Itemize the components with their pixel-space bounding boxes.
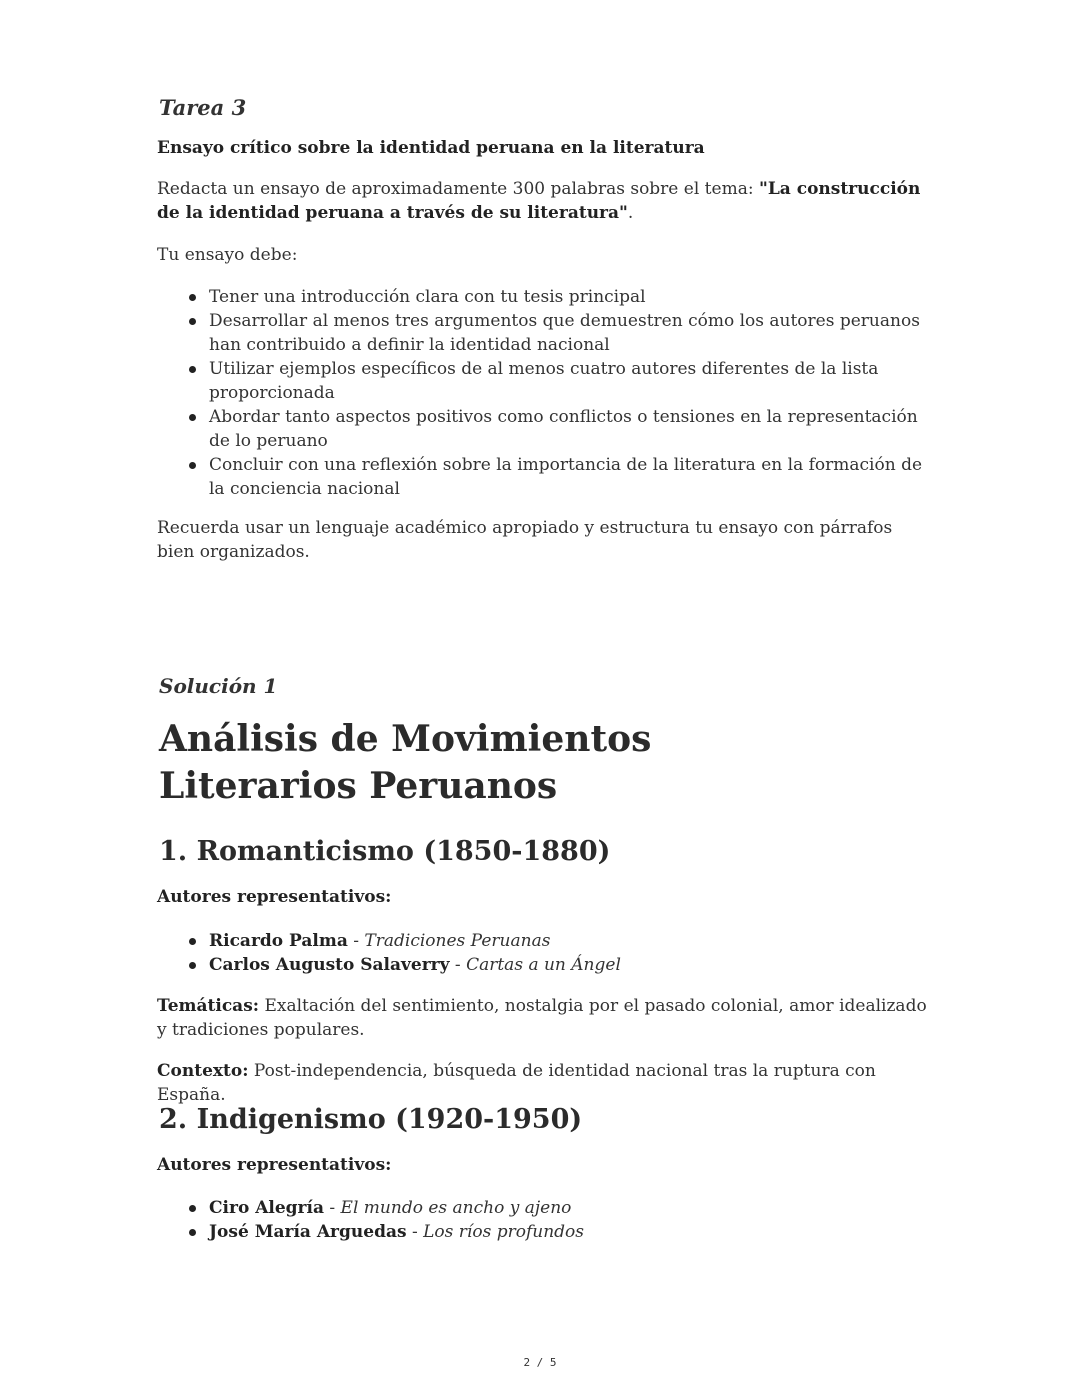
bullet-icon [189,1205,196,1212]
bullet-icon [189,414,196,421]
bullet-icon [189,938,196,945]
bullet-icon [189,1229,196,1236]
intro-text: Redacta un ensayo de aproximadamente 300 palabras sobre el tema: [157,179,759,199]
requirements-lead: Tu ensayo debe: [157,245,298,265]
task-label: Tarea 3 [159,95,247,120]
task-intro [157,177,927,225]
bullet-icon [189,318,196,325]
page-title: Análisis de Movimientos Literarios Peruanos [159,718,652,807]
list-item: Utilizar ejemplos específicos de al menos cuatro autores diferentes de la lista proporcionada [157,357,927,405]
list-item: Tener una introducción clara con tu tesis principal [157,285,927,309]
authors-list [157,929,927,977]
authors-list [157,1196,927,1244]
list-item: Abordar tanto aspectos positivos como conflictos o tensiones en la representación de lo peruano [157,405,927,453]
task-title: Ensayo crítico sobre la identidad peruana en la literatura [157,138,705,158]
section-heading-indigenismo: 2. Indigenismo (1920-1950) [159,1104,583,1135]
authors-label: Autores representativos: [157,887,392,907]
intro-end: . [627,203,634,223]
list-item: Carlos Augusto Salaverry - Cartas a un Ángel [157,953,927,977]
bullet-icon [189,366,196,373]
list-item: Concluir con una reflexión sobre la importancia de la literatura en la formación de la conciencia nacional [157,453,927,501]
section-heading-romanticismo: 1. Romanticismo (1850-1880) [159,836,611,867]
page-number: 2 / 5 [523,1356,557,1369]
bullet-icon [189,462,196,469]
list-item: Desarrollar al menos tres argumentos que demuestren cómo los autores peruanos han contribuido a definir la identidad nacional [157,309,927,357]
intro-topic: "La construcción de la identidad peruana a través de su literatura" [157,179,921,223]
list-item: Ciro Alegría - El mundo es ancho y ajeno [157,1196,927,1220]
authors-label: Autores representativos: [157,1155,392,1175]
requirements-list [157,285,927,501]
list-item: Ricardo Palma - Tradiciones Peruanas [157,929,927,953]
solution-label: Solución 1 [159,674,278,698]
list-item: José María Arguedas - Los ríos profundos [157,1220,927,1244]
context-paragraph: Contexto: Post-independencia, búsqueda de identidad nacional tras la ruptura con España. [157,1061,876,1105]
bullet-icon [189,962,196,969]
reminder-text: Recuerda usar un lenguaje académico apropiado y estructura tu ensayo con párrafos bien organizados. [157,518,893,562]
themes-paragraph: Temáticas: Exaltación del sentimiento, nostalgia por el pasado colonial, amor idealizado y tradiciones populares. [157,996,927,1040]
bullet-icon [189,294,196,301]
